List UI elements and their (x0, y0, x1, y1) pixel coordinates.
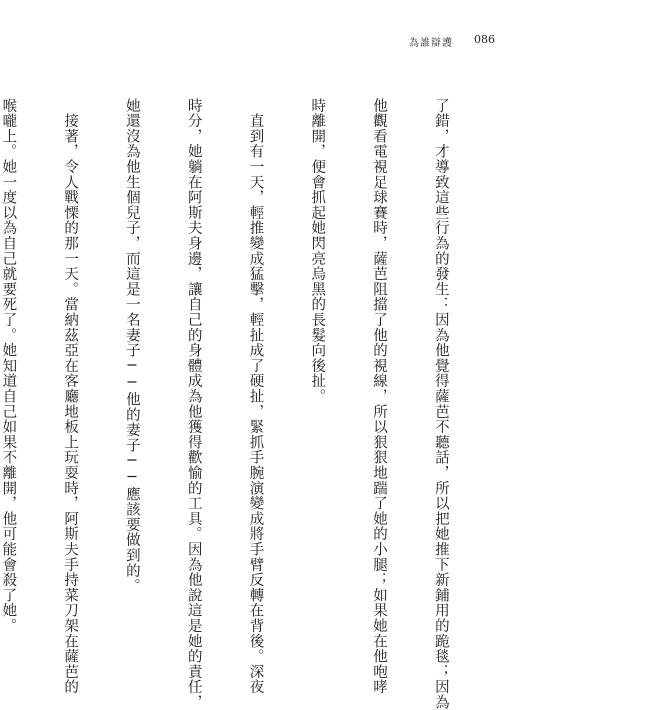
running-title: 為誰辯護 (409, 38, 453, 49)
text-line: 她還沒為他生個兒子，而這是一名妻子──他的妻子──應該要做到的。 (123, 98, 140, 594)
text-line: 時分，她躺在阿斯夫身邊，讓自己的身體成為他獲得歡愉的工具。因為他說這是她的責任， (185, 98, 202, 710)
text-line: 接著，令人戰慄的那一天。當納茲亞在客廳地板上玩耍時，阿斯夫手持菜刀架在薩芭的 (62, 98, 79, 695)
text-line: 了錯，才導致這些行為的發生：因為他覺得薩芭不聽話，所以把她推下新鋪用的跪毯；因為 (432, 98, 449, 710)
text-line: 他觀看電視足球賽時，薩芭阻擋了他的視線，所以狠狠地踹了她的小腿；如果她在他咆哮 (371, 98, 388, 695)
text-line: 直到有一天，輕推變成猛擊，輕扯成了硬扯，緊抓手腕演變成將手臂反轉在背後。深夜 (247, 98, 264, 695)
text-line: 時離開，便會抓起她閃亮烏黑的長髮向後扯。 (309, 98, 326, 404)
body-text (0, 98, 492, 710)
text-line: 喉嚨上。她一度以為自己就要死了。她知道自己如果不離開，他可能會殺了她。 (0, 98, 17, 634)
page-number: 086 (474, 33, 495, 46)
